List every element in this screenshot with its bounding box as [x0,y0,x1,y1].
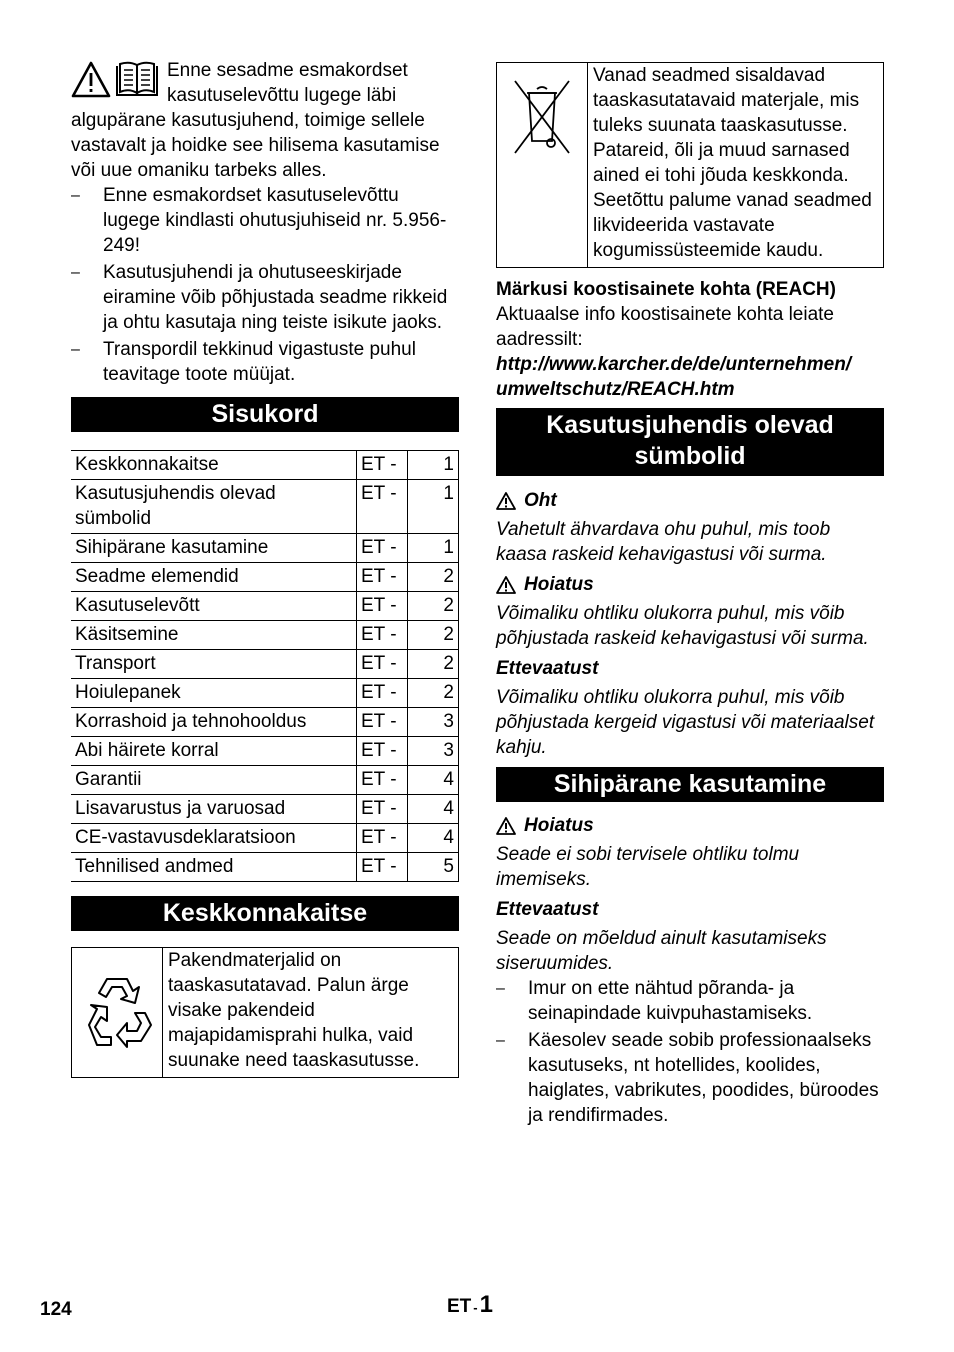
toc-entry-prefix: ET - [357,563,408,592]
ettevaatust-label: Ettevaatust [496,658,599,679]
toc-heading: Sisukord [71,397,459,432]
ettevaatust-text: Võimaliku ohtliku olukorra puhul, mis võib põhjustada kergeid vigastusi või materiaalset kahju. [496,687,875,758]
page-number: 124 [40,1299,72,1320]
environment-box [71,947,459,1078]
toc-entry-prefix: ET - [357,621,408,650]
toc-entry-page: 1 [408,480,459,534]
toc-entry-page: 5 [408,853,459,882]
usage-ettevaatust-label: Ettevaatust [496,899,599,920]
crossed-bin-icon [507,77,577,157]
warning-triangle-icon [496,576,516,594]
toc-table [71,450,459,882]
toc-entry-prefix: ET - [357,679,408,708]
toc-row[interactable] [71,766,459,795]
toc-entry-title: Käsitsemine [71,621,357,650]
toc-entry-title: Kasutuselevõtt [71,592,357,621]
oht-heading [496,488,884,513]
list-item: – Kasutusjuhendi ja ohutuseeskirjade eiramine võib põhjustada seadme rikkeid ja ohtu kasutaja ning teiste isikute jaoks. [71,260,459,335]
toc-row[interactable] [71,795,459,824]
toc-row[interactable] [71,563,459,592]
toc-row[interactable] [71,592,459,621]
oht-label: Oht [524,490,557,511]
oht-text: Vahetult ähvardava ohu puhul, mis toob kaasa raskeid kehavigastusi või surma. [496,519,831,565]
toc-entry-prefix: ET - [357,708,408,737]
toc-entry-title: Tehnilised andmed [71,853,357,882]
toc-row[interactable] [71,853,459,882]
toc-entry-page: 1 [408,534,459,563]
usage-hoiatus-heading [496,813,884,838]
toc-row[interactable] [71,451,459,480]
toc-entry-page: 4 [408,795,459,824]
toc-entry-prefix: ET - [357,737,408,766]
toc-entry-prefix: ET - [357,480,408,534]
toc-entry-page: 4 [408,766,459,795]
usage-hoiatus-text: Seade ei sobi tervisele ohtliku tolmu imemiseks. [496,844,800,890]
reach-heading: Märkusi koostisainete kohta (REACH) [496,279,836,300]
toc-entry-prefix: ET - [357,853,408,882]
environment-text: Pakendmaterjalid on taaskasutatavad. Palun ärge visake pakendeid majapidamisprahi hulka, vaid suunake need taaskasutusse. [168,950,420,1071]
environment-heading: Keskkonnakaitse [71,896,459,931]
footer-lang: ET [447,1296,472,1317]
toc-entry-prefix: ET - [357,795,408,824]
disposal-box [496,62,884,268]
warning-triangle-icon [73,63,109,96]
toc-entry-title: Keskkonnakaitse [71,451,357,480]
toc-entry-page: 3 [408,708,459,737]
warning-triangle-icon [496,817,516,835]
symbols-heading [496,408,884,476]
list-item: – Käesolev seade sobib professionaalseks kasutuseks, nt hotellides, koolides, haiglates, vabrikutes, poodides, büroodes ja rendifirmades. [496,1028,884,1128]
toc-entry-page: 2 [408,679,459,708]
footer-page: 1 [479,1291,493,1318]
toc-row[interactable] [71,708,459,737]
symbols-heading-line2: sümbolid [634,442,746,470]
toc-row[interactable] [71,650,459,679]
toc-row[interactable] [71,824,459,853]
toc-entry-page: 2 [408,563,459,592]
toc-row[interactable] [71,679,459,708]
toc-entry-prefix: ET - [357,824,408,853]
toc-entry-title: Kasutusjuhendis olevad sümbolid [71,480,357,534]
intro-section [71,58,459,387]
toc-entry-title: CE-vastavusdeklaratsioon [71,824,357,853]
toc-entry-title: Abi häirete korral [71,737,357,766]
toc-entry-page: 2 [408,621,459,650]
toc-entry-title: Seadme elemendid [71,563,357,592]
warning-triangle-icon [496,492,516,510]
hoiatus-heading [496,572,884,597]
toc-entry-title: Garantii [71,766,357,795]
toc-row[interactable] [71,737,459,766]
toc-entry-title: Transport [71,650,357,679]
disposal-text: Vanad seadmed sisaldavad taaskasutatavaid materjale, mis tuleks suunata taaskasutusse. Patareid, õli ja muud sarnased ained ei tohi jõuda keskkonda. Seetõttu palume vanad seadmed likvideerida vastavate kogumissüsteemide kaudu. [593,65,872,261]
intro-list [71,183,459,387]
toc-entry-page: 2 [408,592,459,621]
left-column [71,58,459,1078]
hoiatus-text: Võimaliku ohtliku olukorra puhul, mis võib põhjustada raskeid kehavigastusi või surma. [496,603,869,649]
toc-row[interactable] [71,534,459,563]
symbols-heading-line1: Kasutusjuhendis olevad [546,411,834,439]
toc-entry-prefix: ET - [357,534,408,563]
usage-ettevaatust-text: Seade on mõeldud ainult kasutamiseks siseruumides. [496,928,827,974]
toc-entry-page: 1 [408,451,459,480]
reach-text: Aktuaalse info koostisainete kohta leiate aadressilt: [496,304,834,350]
toc-entry-prefix: ET - [357,451,408,480]
toc-entry-prefix: ET - [357,766,408,795]
disposal-text-cell [588,63,884,268]
toc-entry-title: Korrashoid ja tehnohooldus [71,708,357,737]
reach-link-line2[interactable]: umweltschutz/REACH.htm [496,379,735,400]
environment-text-cell [163,948,459,1078]
intro-text: Enne sesadme esmakordset kasutuselevõttu lugege läbi algupärane kasutusjuhend, toimige sellele vastavalt ja hoidke see hilisema kasutamise või uue omaniku tarbeks alles. [71,60,440,181]
list-item: – Transpordil tekkinud vigastuste puhul teavitage toote müüjat. [71,337,459,387]
toc-entry-prefix: ET - [357,592,408,621]
footer-page-label [447,1292,493,1320]
toc-entry-page: 3 [408,737,459,766]
usage-heading: Sihipärane kasutamine [496,767,884,802]
right-column [496,62,884,1128]
manual-book-icon [117,63,157,95]
toc-entry-title: Sihipärane kasutamine [71,534,357,563]
reach-link-line1[interactable]: http://www.karcher.de/de/unternehmen/ [496,354,852,375]
toc-row[interactable] [71,621,459,650]
recycle-icon-cell [72,948,163,1078]
usage-hoiatus-label: Hoiatus [524,815,594,836]
toc-entry-page: 2 [408,650,459,679]
intro-icons [71,60,163,104]
toc-entry-title: Lisavarustus ja varuosad [71,795,357,824]
recycle-icon [77,969,157,1049]
toc-entry-title: Hoiulepanek [71,679,357,708]
bin-icon-cell [497,63,588,268]
toc-entry-prefix: ET - [357,650,408,679]
hoiatus-label: Hoiatus [524,574,594,595]
list-item: – Imur on ette nähtud põranda- ja seinapindade kuivpuhastamiseks. [496,976,884,1026]
usage-list [496,976,884,1128]
toc-entry-page: 4 [408,824,459,853]
list-item: – Enne esmakordset kasutuselevõttu lugege kindlasti ohutusjuhiseid nr. 5.956-249! [71,183,459,258]
footer-dash: - [473,1300,478,1315]
toc-row[interactable] [71,480,459,534]
